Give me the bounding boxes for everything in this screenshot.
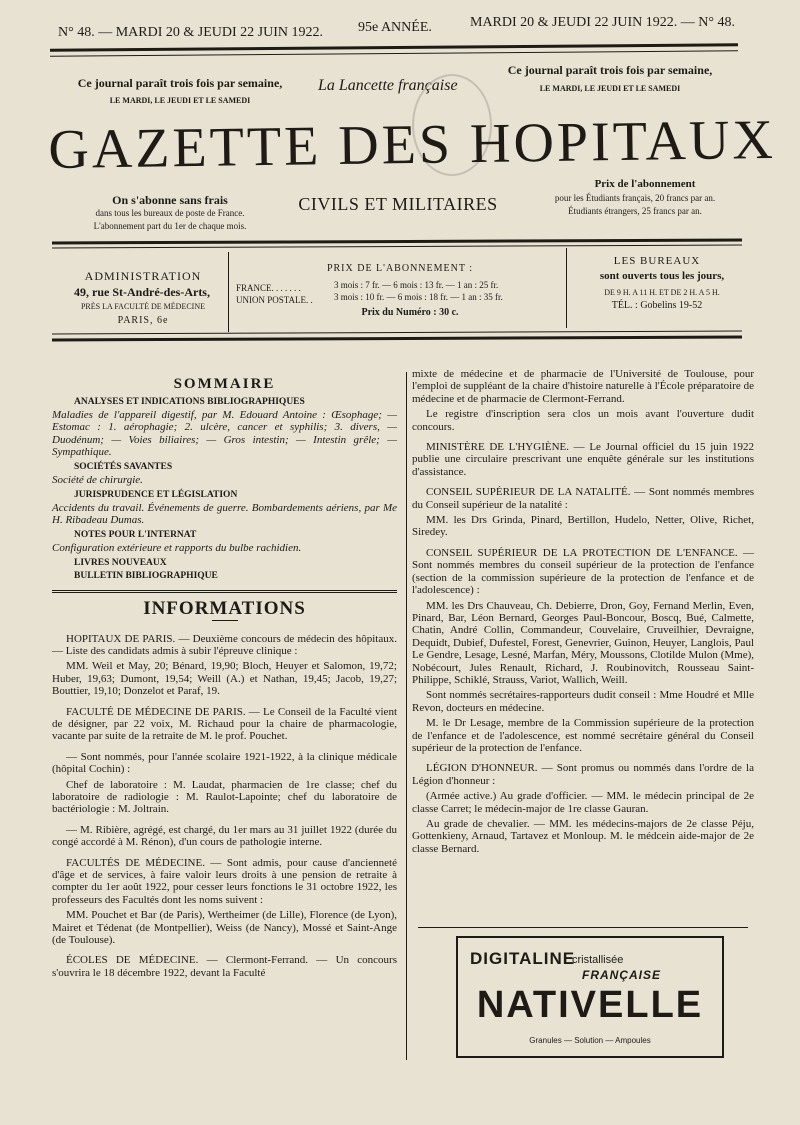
info-secretaires: Sont nommés secrétaires-rapporteurs dudit conseil : Mme Houdré et Mlle Revon, docteurs en médecine. xyxy=(412,689,754,714)
sommaire-text-societes: Société de chirurgie. xyxy=(52,473,143,486)
admin-address: 49, rue St-André-des-Arts, xyxy=(74,285,210,299)
header-right-line2: LE MARDI, LE JEUDI ET LE SAMEDI xyxy=(539,84,681,93)
admin-box-right-divider xyxy=(566,248,567,328)
admin-city: PARIS, 6e xyxy=(117,315,169,326)
prix-box-title: PRIX DE L'ABONNEMENT : xyxy=(326,263,474,274)
ad-nativelle: NATIVELLE xyxy=(476,984,704,1026)
bureaux-tel: TÉL. : Gobelins 19-52 xyxy=(611,300,703,311)
issue-line-left: N° 48. — MARDI 20 & JEUDI 22 JUIN 1922. xyxy=(58,25,323,40)
bureaux-open: sont ouverts tous les jours, xyxy=(599,270,725,282)
sommaire-heading-livres: LIVRES NOUVEAUX xyxy=(74,558,167,569)
admin-box-bottom-rule-thick xyxy=(52,335,742,341)
info-enfance-membres: MM. les Drs Chauveau, Ch. Debierre, Dron, Goy, Fernand Merlin, Even, Pinard, Bar, Léon Bernard, Georges Paul-Boncour, Boscq, Bué, Calmette, Chatin, André Collin, Commandeur, Couvelaire, Cruveilhier, Devraigne, Dequidt, Dubief, Dufestel, Forest, Genevrier, Guinon, Heuyer, Langlois, Paul Le Gendre, Lesage, Lesné, Marfan, Méry, Moussons, Clotilde Mulon (Mme), Nobécourt, Jules Renault, Richard, J. Roubinovitch, Rousseau Saint-Philippe, Schiklé, Strauss, Variot, Wallich, Weill. xyxy=(412,599,754,686)
header-right-line1: Ce journal paraît trois fois par semaine, xyxy=(507,63,713,77)
info-ribiere: — M. Ribière, agrégé, est chargé, du 1er mars au 31 juillet 1922 (durée du congé accordé à M. Rénon), d'un cours de pathologie interne. xyxy=(52,823,397,849)
info-toulouse-concours: mixte de médecine et de pharmacie de l'Université de Toulouse, pour l'emploi de suppléant de la chaire d'histoire naturelle à l'École préparatoire de médecine et de pharmacie de Clermont-Ferrand. xyxy=(412,368,754,405)
info-registre: Le registre d'inscription sera clos un mois avant l'ouverture dudit concours. xyxy=(412,408,754,433)
sommaire-text-analyses: Maladies de l'appareil digestif, par M. Edouard Antoine : Œsophage; — Estomac : 1. aérophagie; 2. ulcère, cancer et syphilis; 3. divers, — Duodénum; — Voies biliaires; — Gros intestin; — Intestin grêle; — Sympathique. xyxy=(52,408,397,459)
info-facultes-medecine: FACULTÉS DE MÉDECINE. — Sont admis, pour cause d'ancienneté d'âge et de services, à faire valoir leurs droits à une pension de retraite à compter du 1er août 1922, pour cesser leurs fonctions le 31 octobre 1922, les professeurs des Facultés dont les noms suivent : xyxy=(52,856,397,906)
informations-title: INFORMATIONS xyxy=(143,598,306,620)
top-rule-thin xyxy=(50,50,738,56)
masthead-title: GAZETTE DES HOPITAUX xyxy=(47,108,777,181)
abonne-line1: On s'abonne sans frais xyxy=(112,193,228,207)
prix-line3: Étudiants étrangers, 25 francs par an. xyxy=(568,206,702,216)
info-candidats-list: MM. Weil et May, 20; Bénard, 19,90; Bloch, Heuyer et Salomon, 19,72; Huber, 19,63; Dumont, 19,54; Weill (A.) et Nathan, 19,45; Jacob, 19,27; Bouttier, 19,10; Donzelot et Paraf, 19. xyxy=(52,660,397,698)
info-faculte-paris: FACULTÉ DE MÉDECINE DE PARIS. — Le Conseil de la Faculté vient de désigner, par 22 voix, M. Richaud pour la chaire de pharmacologie, vacante par suite de la retraite de M. le prof. Pouchet. xyxy=(52,705,397,743)
sommaire-heading-societes: SOCIÉTÉS SAVANTES xyxy=(74,462,173,473)
info-professeurs: MM. Pouchet et Bar (de Paris), Wertheimer (de Lille), Florence (de Lyon), Mairet et Tédenat (de Montpellier), Weiss (de Nancy), Mossé et Saint-Ange (de Toulouse). xyxy=(52,909,397,947)
info-natalite-membres: MM. les Drs Grinda, Pinard, Bertillon, Hudelo, Netter, Olive, Richet, Siredey. xyxy=(412,514,754,539)
info-natalite: CONSEIL SUPÉRIEUR DE LA NATALITÉ. — Sont nommés membres du Conseil supérieur de la natalité : xyxy=(412,486,754,511)
sommaire-heading-bulletin: BULLETIN BIBLIOGRAPHIQUE xyxy=(74,570,218,581)
sommaire-rule xyxy=(52,590,397,593)
ad-cristallisee: cristallisée xyxy=(572,954,624,966)
left-column xyxy=(52,378,397,982)
ad-francaise: FRANÇAISE xyxy=(582,968,662,982)
issue-line-right: MARDI 20 & JEUDI 22 JUIN 1922. — N° 48. xyxy=(470,15,735,30)
admin-box-bottom-rule xyxy=(52,330,742,334)
abonne-line2: dans tous les bureaux de poste de France. xyxy=(95,208,245,218)
bureaux-title: LES BUREAUX xyxy=(613,255,701,267)
info-ecoles-medecine: ÉCOLES DE MÉDECINE. — Clermont-Ferrand. — Un concours s'ouvrira le 18 décembre 1922, devant la Faculté xyxy=(52,954,397,979)
admin-near: PRÈS LA FACULTÉ DE MÉDECINE xyxy=(80,302,205,311)
info-officier: (Armée active.) Au grade d'officier. — MM. le médecin principal de 2e classe Carret; le médecin-major de 1re classe Gauran. xyxy=(412,790,754,815)
informations-rule xyxy=(212,620,238,621)
sommaire-text-jurisprudence: Accidents du travail. Événements de guerre. Bombardements aériens, par Me H. Ribadeau Dumas. xyxy=(52,501,397,527)
right-column xyxy=(412,368,754,858)
abonne-line3: L'abonnement part du 1er de chaque mois. xyxy=(93,221,247,231)
admin-box-top-rule xyxy=(52,238,742,244)
admin-box-top-rule-thin xyxy=(52,244,742,248)
info-legion-honneur: LÉGION D'HONNEUR. — Sont promus ou nommés dans l'ordre de la Légion d'honneur : xyxy=(412,762,754,787)
sommaire-heading-notes: NOTES POUR L'INTERNAT xyxy=(74,530,197,541)
bureaux-hours: DE 9 H. A 11 H. ET DE 2 H. A 5 H. xyxy=(604,288,720,297)
header-left-line2: LE MARDI, LE JEUDI ET LE SAMEDI xyxy=(109,96,251,105)
ad-digitaline: DIGITALINE xyxy=(470,949,576,968)
info-chevalier: Au grade de chevalier. — MM. les médecins-majors de 2e classe Péju, Gottenkieny, Arnaud, Tartavez et Monloup. M. le médcein aide-major de 2e classe Bernard. xyxy=(412,818,754,855)
sommaire-text-notes: Configuration extérieure et rapports du bulbe rachidien. xyxy=(52,541,302,554)
union-rates: 3 mois : 10 fr. — 6 mois : 18 fr. — 1 an : 35 fr. xyxy=(334,292,503,302)
issue-year: 95e ANNÉE. xyxy=(358,20,432,35)
info-lesage: M. le Dr Lesage, membre de la Commission supérieure de la protection de l'enfance et de l'adolescence, est nommé secrétaire général du Conseil supérieur de la protection de l'enfance. xyxy=(412,717,754,754)
ad-footer: Granules — Solution — Ampoules xyxy=(529,1036,651,1045)
info-hygiene: MINISTÈRE DE L'HYGIÈNE. — Le Journal officiel du 15 juin 1922 publie une circulaire prescrivant une enquête générale sur les institutions d'assistance. xyxy=(412,441,754,478)
column-divider xyxy=(406,372,407,1060)
sommaire-heading-analyses: ANALYSES ET INDICATIONS BIBLIOGRAPHIQUES xyxy=(74,397,305,408)
numero-price: Prix du Numéro : 30 c. xyxy=(361,307,459,318)
sommaire-heading-jurisprudence: JURISPRUDENCE ET LÉGISLATION xyxy=(74,490,238,501)
union-label: UNION POSTALE. . xyxy=(236,295,313,305)
masthead-subtitle: CIVILS ET MILITAIRES xyxy=(298,194,498,214)
advertisement-box xyxy=(456,936,724,1058)
info-protection-enfance: CONSEIL SUPÉRIEUR DE LA PROTECTION DE L'ENFANCE. — Sont nommés membres du conseil supérieur de la protection de l'enfance (section de la commission supérieure de la protection de l'enfance et de l'adolescence) : xyxy=(412,546,754,597)
info-laboratoire: Chef de laboratoire : M. Laudat, pharmacien de 1re classe; chef du laboratoire de radiologie : M. Raulot-Lapointe; chef du laboratoire de bactériologie : M. Joltrain. xyxy=(52,778,397,816)
lancette-subtitle: La Lancette française xyxy=(318,77,458,94)
header-left-line1: Ce journal paraît trois fois par semaine, xyxy=(77,76,283,90)
france-label: FRANCE. . . . . . . xyxy=(236,283,301,293)
admin-title: ADMINISTRATION xyxy=(84,269,202,283)
prix-line1: Prix de l'abonnement xyxy=(594,178,696,190)
info-hopitaux-paris: HOPITAUX DE PARIS. — Deuxième concours de médecin des hôpitaux. — Liste des candidats admis à subir l'épreuve clinique : xyxy=(52,632,397,657)
ad-top-rule xyxy=(418,927,748,928)
info-nominations: — Sont nommés, pour l'année scolaire 1921-1922, à la clinique médicale (hôpital Cochin) : xyxy=(52,750,397,776)
prix-line2: pour les Étudiants français, 20 francs par an. xyxy=(554,193,716,203)
france-rates: 3 mois : 7 fr. — 6 mois : 13 fr. — 1 an : 25 fr. xyxy=(334,280,499,290)
sommaire-title: SOMMAIRE xyxy=(173,376,276,392)
